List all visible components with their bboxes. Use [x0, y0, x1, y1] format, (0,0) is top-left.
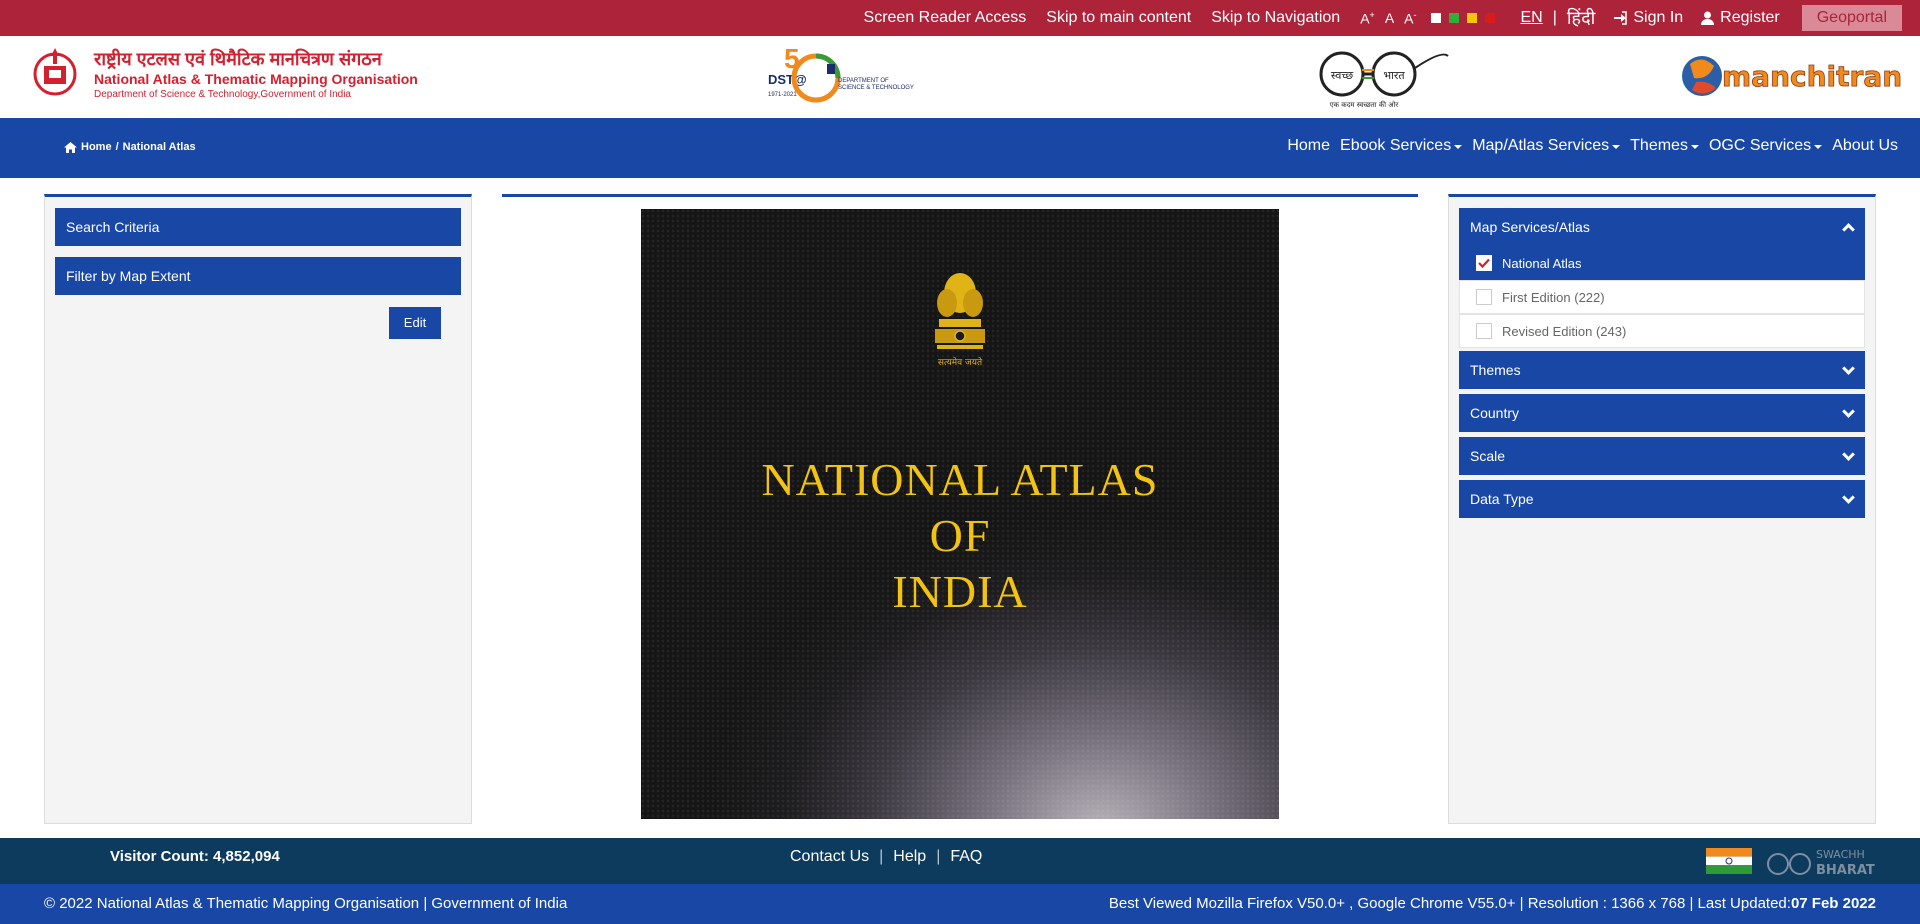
filter-map-extent-header[interactable]: Filter by Map Extent [55, 257, 461, 295]
caret-down-icon [1454, 145, 1462, 149]
register-link[interactable] [1701, 9, 1780, 27]
manchitran-wordmark: manchitran [1722, 60, 1903, 93]
data-type-accordion[interactable] [1459, 480, 1865, 518]
check-icon [1478, 258, 1490, 268]
theme-yellow-swatch[interactable] [1467, 13, 1477, 23]
chevron-down-icon [1842, 491, 1855, 504]
nav-menu [1287, 137, 1898, 155]
cover-title-line1: NATIONAL ATLAS [761, 454, 1159, 505]
natmo-logo[interactable] [32, 46, 78, 98]
swachh-tagline: एक कदम स्वच्छता की ओर [1329, 101, 1399, 109]
main-navbar [0, 118, 1920, 178]
caret-down-icon [1814, 145, 1822, 149]
footer-top [0, 838, 1920, 884]
nav-ebook-services[interactable]: Ebook Services [1340, 137, 1462, 155]
option-label: Revised Edition (243) [1502, 323, 1627, 339]
skip-nav-link[interactable]: Skip to Navigation [1211, 9, 1341, 26]
checkbox-unchecked[interactable] [1476, 289, 1492, 305]
home-icon[interactable] [64, 142, 77, 153]
breadcrumb [64, 141, 196, 153]
data-type-label: Data Type [1470, 491, 1534, 507]
chevron-down-icon [1842, 405, 1855, 418]
nav-home[interactable]: Home [1287, 137, 1331, 154]
chevron-up-icon [1842, 223, 1855, 236]
copyright-text: © 2022 National Atlas & Thematic Mapping Organisation | Government of India [44, 895, 568, 912]
sign-in-link[interactable] [1613, 9, 1683, 27]
font-decrease-button[interactable]: A- [1404, 9, 1417, 27]
dst-years: 1971-2021 [768, 92, 797, 98]
option-first-edition[interactable] [1459, 280, 1865, 314]
cover-title-line2: OF [929, 510, 991, 561]
swachh-bharat-logo [1302, 44, 1450, 110]
themes-label: Themes [1470, 362, 1521, 378]
themes-accordion[interactable] [1459, 351, 1865, 389]
theme-red-swatch[interactable] [1485, 13, 1495, 23]
footer-bottom [0, 884, 1920, 924]
swachh-footer-line1: SWACHH [1816, 848, 1865, 861]
caret-down-icon [1691, 145, 1699, 149]
edit-button[interactable]: Edit [389, 307, 441, 339]
lang-hi-link[interactable]: हिंदी [1566, 8, 1596, 28]
footer-link-separator: | [879, 848, 884, 865]
svg-text:5: 5 [784, 43, 800, 74]
org-department: Department of Science & Technology,Government of India [94, 89, 351, 100]
org-name-block[interactable] [94, 48, 418, 102]
checkbox-checked[interactable] [1476, 255, 1492, 271]
country-label: Country [1470, 405, 1520, 421]
theme-white-swatch[interactable] [1431, 13, 1441, 23]
best-viewed-text [1109, 895, 1876, 912]
nav-map-atlas-services[interactable]: Map/Atlas Services [1472, 137, 1620, 155]
lang-en-link[interactable]: EN [1520, 9, 1543, 26]
font-size-controls [1360, 10, 1416, 27]
skip-main-link[interactable]: Skip to main content [1046, 9, 1192, 26]
option-label: National Atlas [1502, 255, 1582, 271]
theme-green-swatch[interactable] [1449, 13, 1459, 23]
dst-50-logo [764, 43, 914, 110]
option-label: First Edition (222) [1502, 289, 1605, 305]
nav-themes[interactable]: Themes [1630, 137, 1699, 155]
breadcrumb-separator: / [115, 141, 119, 153]
help-link[interactable]: Help [893, 848, 927, 865]
user-icon [1701, 11, 1714, 25]
cover-title-line3: INDIA [892, 566, 1028, 617]
option-national-atlas[interactable] [1459, 246, 1865, 280]
filter-panel [1448, 194, 1876, 824]
lang-separator: | [1552, 9, 1557, 26]
scale-accordion[interactable] [1459, 437, 1865, 475]
sign-in-label: Sign In [1633, 9, 1684, 26]
dst-dept-line1: DEPARTMENT OF [838, 78, 889, 84]
contact-us-link[interactable]: Contact Us [790, 848, 870, 865]
best-viewed-label: Best Viewed Mozilla Firefox V50.0+ , Google Chrome V55.0+ | Resolution : 1366 x 768 | Last Updated: [1108, 895, 1791, 912]
swachh-word: स्वच्छ [1330, 69, 1354, 82]
breadcrumb-home[interactable]: Home [81, 141, 112, 153]
nav-about-us[interactable]: About Us [1832, 137, 1898, 154]
map-services-accordion[interactable] [1459, 208, 1865, 246]
national-atlas-cover-image[interactable] [641, 209, 1279, 819]
screen-reader-link[interactable]: Screen Reader Access [863, 9, 1027, 26]
geoportal-button[interactable]: Geoportal [1802, 5, 1902, 31]
sign-in-icon [1613, 11, 1627, 25]
dst-dept-line2: SCIENCE & TECHNOLOGY [838, 85, 914, 91]
country-accordion[interactable] [1459, 394, 1865, 432]
org-hindi-name: राष्ट्रीय एटलस एवं थिमैटिक मानचित्रण संगठन [94, 49, 382, 69]
footer-link-separator: | [936, 848, 941, 865]
font-normal-button[interactable]: A [1384, 10, 1395, 26]
dst-label: DST@ [768, 72, 807, 87]
search-panel [44, 194, 472, 824]
font-increase-button[interactable]: A+ [1360, 9, 1375, 27]
scale-label: Scale [1470, 448, 1506, 464]
bharat-word: भारत [1383, 69, 1405, 82]
swachh-footer-line2: BHARAT [1816, 863, 1875, 878]
nav-ogc-services[interactable]: OGC Services [1709, 137, 1822, 155]
top-utility-bar [0, 0, 1920, 36]
india-flag-icon [1706, 848, 1752, 874]
faq-link[interactable]: FAQ [950, 848, 983, 865]
option-revised-edition[interactable] [1459, 314, 1865, 348]
emblem-motto: सत्यमेव जयते [937, 358, 983, 368]
checkbox-unchecked[interactable] [1476, 323, 1492, 339]
map-services-label: Map Services/Atlas [1470, 219, 1590, 235]
caret-down-icon [1612, 145, 1620, 149]
chevron-down-icon [1842, 448, 1855, 461]
visitor-count: Visitor Count: 4,852,094 [110, 848, 280, 865]
footer-links [790, 848, 982, 866]
swachh-bharat-footer-logo [1764, 842, 1875, 880]
register-label: Register [1720, 9, 1780, 26]
manchitran-logo[interactable] [1680, 50, 1903, 102]
chevron-down-icon [1842, 362, 1855, 375]
search-criteria-header[interactable]: Search Criteria [55, 208, 461, 246]
breadcrumb-current: National Atlas [122, 141, 196, 153]
content-panel [502, 194, 1418, 824]
org-english-name: National Atlas & Thematic Mapping Organisation [94, 71, 418, 87]
site-header [0, 36, 1920, 118]
state-emblem-icon [927, 267, 993, 377]
color-theme-swatches [1431, 13, 1495, 23]
language-switcher [1521, 6, 1596, 30]
last-updated-date: 07 Feb 2022 [1790, 895, 1876, 912]
